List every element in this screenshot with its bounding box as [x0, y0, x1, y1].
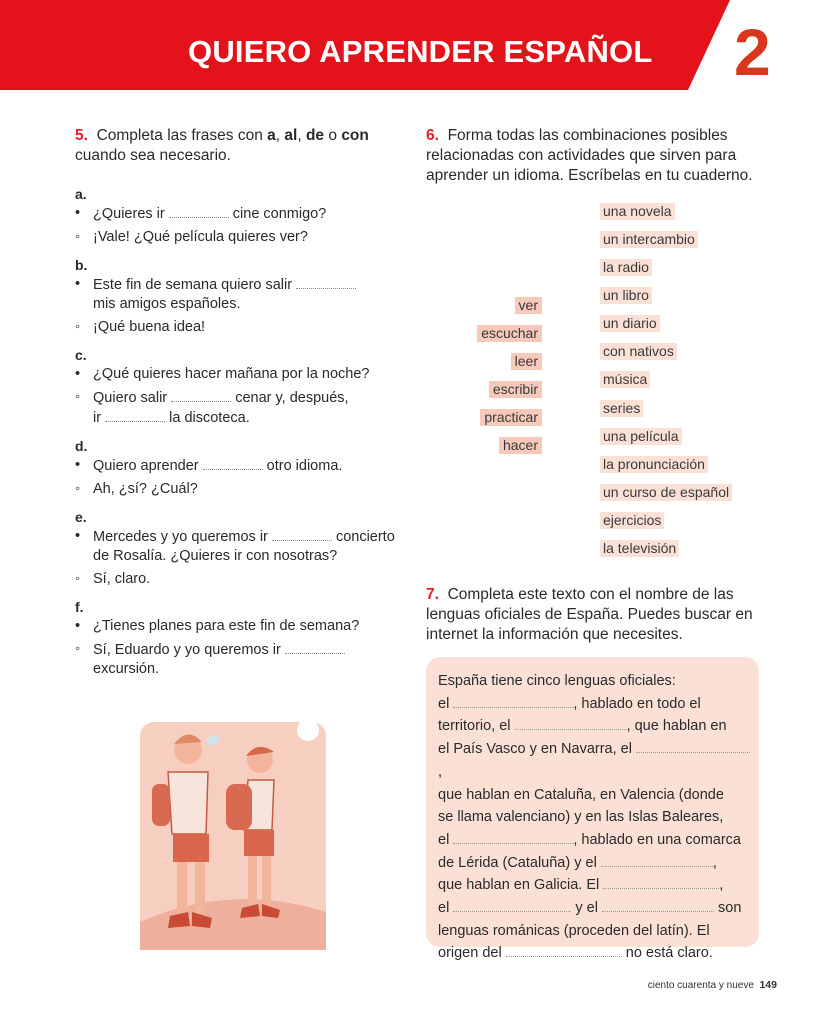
- object-chip: una novela: [600, 203, 675, 220]
- line-text: Sí, Eduardo y yo queremos ir: [93, 642, 281, 658]
- object-chip: una película: [600, 428, 682, 445]
- object-chip: un libro: [600, 287, 652, 304]
- text-run: el: [438, 900, 450, 917]
- answer-blank[interactable]: [506, 944, 622, 957]
- text-run: el: [438, 695, 450, 712]
- ex5-word-a: a: [267, 127, 276, 144]
- line-text: Este fin de semana quiero salir: [93, 277, 293, 293]
- answer-blank[interactable]: [603, 876, 719, 889]
- answer-blank[interactable]: [636, 740, 750, 753]
- unit-number: 2: [734, 15, 771, 89]
- answer-blank[interactable]: [169, 204, 229, 218]
- ex5-sep1: ,: [275, 127, 281, 144]
- text-run: , hablado en todo el: [573, 695, 701, 712]
- exercise-7-heading: [426, 585, 766, 645]
- page-title: QUIERO APRENDER ESPAÑOL: [188, 34, 653, 69]
- answer-blank[interactable]: [272, 527, 332, 541]
- section-d: [75, 438, 405, 499]
- line-text: Quiero aprender: [93, 458, 199, 474]
- text-run: ,: [719, 877, 724, 894]
- line-text: Quiero salir: [93, 390, 168, 406]
- answer-blank[interactable]: [453, 695, 573, 708]
- object-chip: con nativos: [600, 343, 677, 360]
- hikers-illustration: [140, 722, 326, 950]
- verb-chip: ver: [515, 297, 542, 314]
- exercise-6-heading: [426, 126, 766, 186]
- ex5-word-al: al: [284, 127, 298, 144]
- section-b: [75, 257, 405, 337]
- ex6-instruction: Forma todas las combinaciones posibles relacionadas con actividades que sirven para aprender un idioma. Escríbelas en tu cuaderno.: [426, 127, 753, 184]
- filled-bullet-icon: •: [75, 457, 81, 473]
- dialogue-line: [75, 640, 405, 679]
- line-text: cenar y, después,: [235, 390, 349, 406]
- filled-bullet-icon: •: [75, 366, 81, 382]
- filled-bullet-icon: •: [75, 205, 81, 221]
- dialogue-line: [75, 204, 405, 224]
- text-run: que hablan en Cataluña, en Valencia (donde: [438, 786, 724, 803]
- dialogue-line: [75, 388, 405, 428]
- dialogue-line: [75, 456, 405, 476]
- text-run: España tiene cinco lenguas oficiales:: [438, 673, 676, 689]
- line-text: cine conmigo?: [232, 206, 327, 222]
- ex7-instruction: Completa este texto con el nombre de las lenguas oficiales de España. Puedes buscar en internet la información que necesites.: [426, 586, 753, 643]
- line-text: otro idioma.: [266, 458, 343, 474]
- text-run: no está claro.: [625, 945, 713, 962]
- object-chip: la pronunciación: [600, 456, 708, 473]
- section-f: [75, 599, 405, 679]
- exercise-5-heading: [75, 126, 415, 166]
- section-a: [75, 186, 405, 247]
- ex5-instr-pre: Completa las frases con: [96, 127, 263, 144]
- hollow-bullet-icon: ◦: [75, 641, 81, 657]
- object-chip: un curso de español: [600, 484, 732, 501]
- section-letter: c.: [75, 347, 87, 363]
- text-run: de Lérida (Cataluña) y el: [438, 854, 597, 871]
- ex5-word-de: de: [305, 127, 325, 144]
- line-text: ¿Quieres ir: [93, 206, 165, 222]
- exercise-6-number: 6.: [426, 127, 439, 144]
- section-c: [75, 347, 405, 428]
- text-run: se llama valenciano) y en las Islas Baleares,: [438, 809, 724, 826]
- dialogue-line: [75, 480, 405, 499]
- line-text: ¿Qué quieres hacer mañana por la noche?: [93, 366, 370, 382]
- answer-blank[interactable]: [296, 275, 356, 289]
- hollow-bullet-icon: ◦: [75, 481, 81, 497]
- dialogue-line: [75, 228, 405, 247]
- answer-blank[interactable]: [601, 854, 713, 867]
- answer-blank[interactable]: [515, 717, 627, 730]
- text-run: lenguas románicas (proceden del latín). El: [438, 922, 710, 939]
- section-letter: a.: [75, 186, 87, 202]
- answer-blank[interactable]: [203, 456, 263, 470]
- line-text: ¡Vale! ¿Qué película quieres ver?: [93, 229, 308, 245]
- hollow-bullet-icon: ◦: [75, 229, 81, 245]
- dialogue-line: [75, 365, 405, 384]
- line-text: concierto: [335, 529, 395, 545]
- dialogue-line: [75, 318, 405, 337]
- verb-chip: leer: [511, 353, 542, 370]
- text-run: y el: [575, 900, 598, 917]
- verb-chip: hacer: [499, 437, 542, 454]
- exercise-5-body: [75, 182, 405, 689]
- text-run: territorio, el: [438, 718, 511, 735]
- text-run: , hablado en una comarca: [573, 831, 741, 848]
- object-chip: la radio: [600, 259, 652, 276]
- dialogue-line: [75, 570, 405, 589]
- object-chip: series: [600, 400, 643, 417]
- verb-chip: practicar: [480, 409, 542, 426]
- answer-blank[interactable]: [171, 388, 231, 402]
- filled-bullet-icon: •: [75, 528, 81, 544]
- ex5-instr-post: cuando sea necesario.: [75, 147, 231, 164]
- answer-blank[interactable]: [602, 899, 714, 912]
- hikers-drawing: [140, 722, 326, 950]
- text-run: el: [438, 831, 450, 848]
- line-text: excursión.: [93, 661, 160, 677]
- exercise-7-text: [438, 670, 753, 965]
- hollow-bullet-icon: ◦: [75, 389, 81, 405]
- ex5-sep2: ,: [297, 127, 302, 144]
- ex5-word-con: con: [341, 127, 369, 144]
- line-text: ir: [93, 410, 102, 426]
- line-text: Sí, claro.: [93, 571, 151, 587]
- section-letter: b.: [75, 257, 88, 273]
- object-chip: ejercicios: [600, 512, 664, 529]
- section-letter: e.: [75, 509, 87, 525]
- text-run: ,: [438, 763, 443, 780]
- filled-bullet-icon: •: [75, 276, 81, 292]
- text-run: el País Vasco y en Navarra, el: [438, 741, 632, 758]
- dialogue-line: [75, 275, 405, 314]
- verb-chip: escuchar: [477, 325, 542, 342]
- line-text: Mercedes y yo queremos ir: [93, 529, 268, 545]
- exercise-7-number: 7.: [426, 586, 439, 603]
- line-text: de Rosalía. ¿Quieres ir con nosotras?: [93, 548, 338, 564]
- exercise-5-number: 5.: [75, 127, 88, 144]
- section-e: [75, 509, 405, 589]
- filled-bullet-icon: •: [75, 618, 81, 634]
- hollow-bullet-icon: ◦: [75, 319, 81, 335]
- object-chip: música: [600, 371, 650, 388]
- line-text: la discoteca.: [169, 410, 250, 426]
- page-number-words: ciento cuarenta y nueve: [647, 980, 754, 991]
- dialogue-line: [75, 617, 405, 636]
- page-footer: [648, 979, 777, 991]
- text-run: que hablan en Galicia. El: [438, 877, 600, 894]
- line-text: Ah, ¿sí? ¿Cuál?: [93, 481, 198, 497]
- text-run: ,: [712, 854, 717, 871]
- verb-chip: escribir: [489, 381, 542, 398]
- page-number: 149: [759, 979, 777, 991]
- answer-blank[interactable]: [453, 899, 571, 912]
- object-chip: un intercambio: [600, 231, 698, 248]
- line-text: mis amigos españoles.: [93, 296, 241, 312]
- line-text: ¡Qué buena idea!: [93, 319, 206, 335]
- text-run: son: [718, 900, 742, 917]
- answer-blank[interactable]: [285, 640, 345, 654]
- answer-blank[interactable]: [453, 831, 573, 844]
- section-letter: d.: [75, 438, 88, 454]
- dialogue-line: [75, 527, 405, 566]
- object-chip: la televisión: [600, 540, 679, 557]
- text-run: , que hablan en: [626, 718, 727, 735]
- line-text: ¿Tienes planes para este fin de semana?: [93, 618, 360, 634]
- ex5-sep3: o: [328, 127, 337, 144]
- section-letter: f.: [75, 599, 84, 615]
- object-chip: un diario: [600, 315, 660, 332]
- text-run: origen del: [438, 945, 502, 962]
- answer-blank[interactable]: [105, 408, 165, 422]
- hollow-bullet-icon: ◦: [75, 571, 81, 587]
